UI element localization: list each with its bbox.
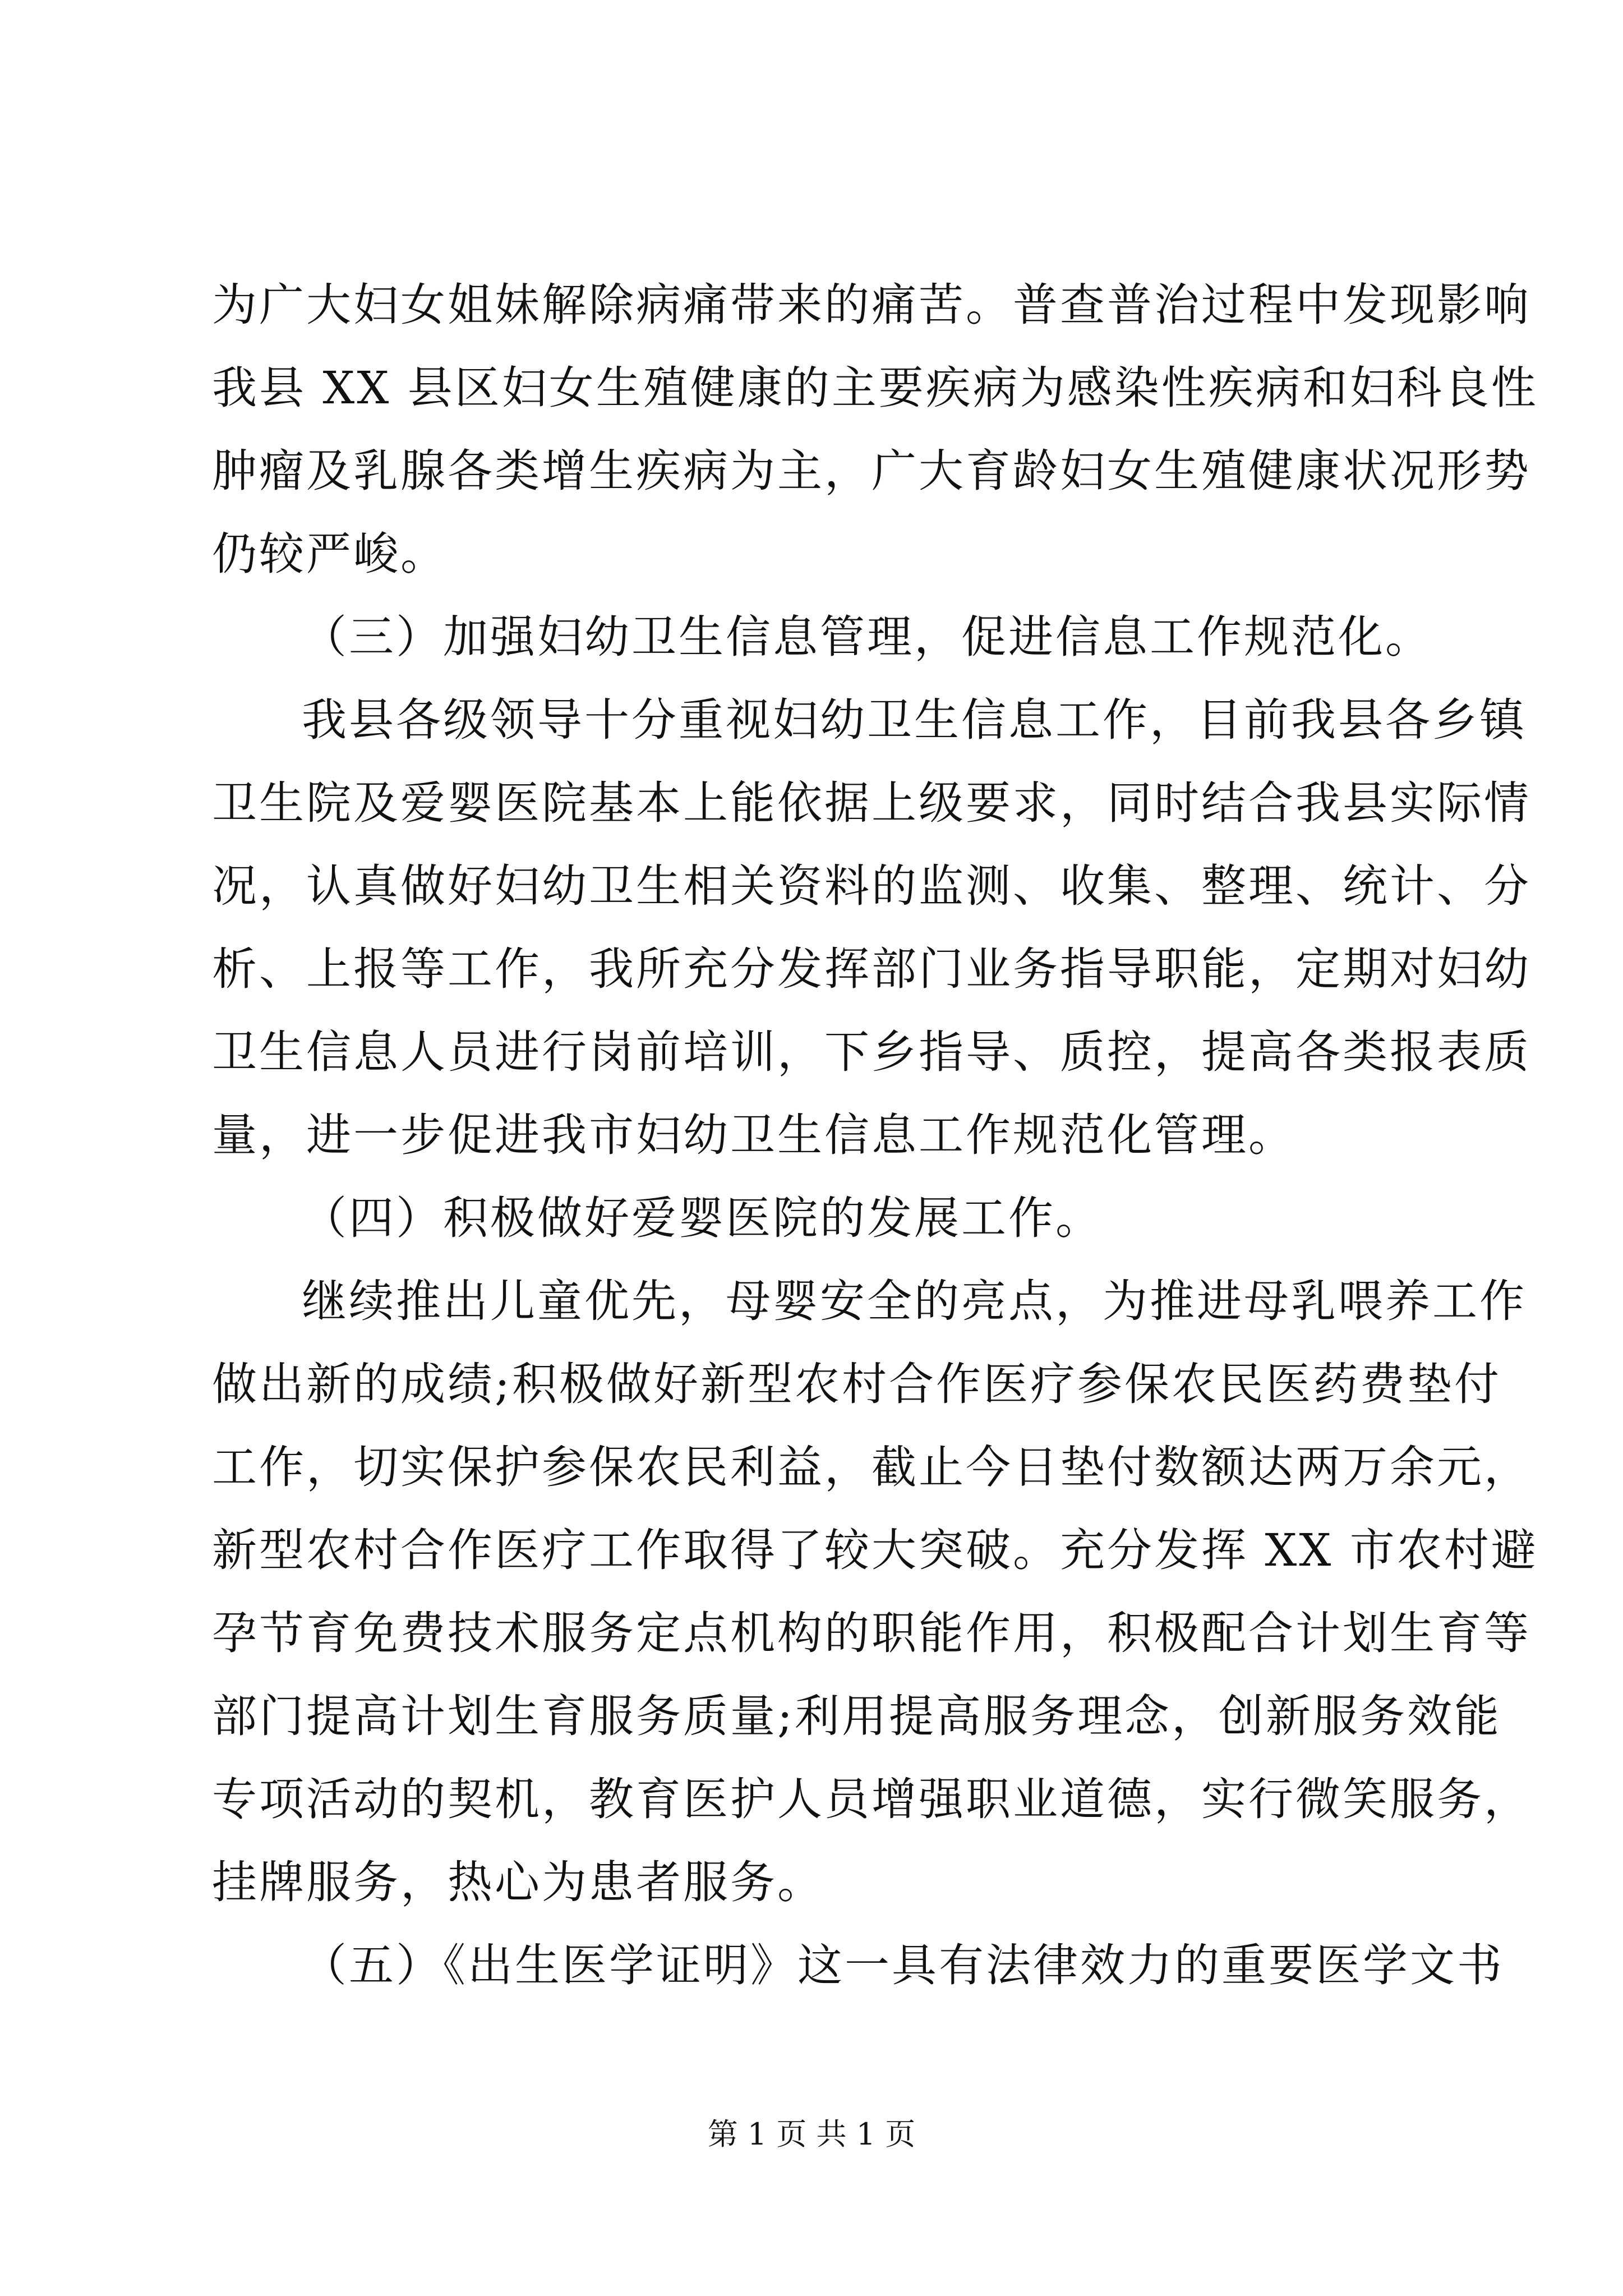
text-line: 专项活动的契机，教育医护人员增强职业道德，实行微笑服务， bbox=[212, 1773, 1531, 1825]
text-line: 孕节育免费技术服务定点机构的职能作用，积极配合计划生育等 bbox=[212, 1607, 1531, 1659]
text-line: 做出新的成绩;积极做好新型农村合作医疗参保农民医药费垫付 bbox=[212, 1358, 1501, 1410]
text-line: 新型农村合作医疗工作取得了较大突破。充分发挥 XX 市农村避 bbox=[212, 1524, 1538, 1576]
text-line: 工作，切实保护参保农民利益，截止今日垫付数额达两万余元， bbox=[212, 1441, 1531, 1493]
text-line: 卫生院及爱婴医院基本上能依据上级要求，同时结合我县实际情 bbox=[212, 777, 1531, 829]
text-line: 部门提高计划生育服务质量;利用提高服务理念，创新服务效能 bbox=[212, 1690, 1501, 1742]
text-line: 量，进一步促进我市妇幼卫生信息工作规范化管理。 bbox=[212, 1109, 1295, 1161]
text-line: 我县各级领导十分重视妇幼卫生信息工作，目前我县各乡镇 bbox=[302, 694, 1527, 746]
text-line: 仍较严峻。 bbox=[212, 528, 448, 580]
text-line: 继续推出儿童优先，母婴安全的亮点，为推进母乳喂养工作 bbox=[302, 1275, 1527, 1327]
text-line: 肿瘤及乳腺各类增生疾病为主，广大育龄妇女生殖健康状况形势 bbox=[212, 445, 1531, 497]
section-heading-5: （五）《出生医学证明》这一具有法律效力的重要医学文书 bbox=[302, 1939, 1504, 1991]
page-footer: 第 1 页 共 1 页 bbox=[707, 2116, 916, 2152]
text-line: 析、上报等工作，我所充分发挥部门业务指导职能，定期对妇幼 bbox=[212, 943, 1531, 995]
text-line: 卫生信息人员进行岗前培训，下乡指导、质控，提高各类报表质 bbox=[212, 1026, 1531, 1078]
text-line: 况，认真做好妇幼卫生相关资料的监测、收集、整理、统计、分 bbox=[212, 860, 1531, 912]
section-heading-3: （三）加强妇幼卫生信息管理，促进信息工作规范化。 bbox=[302, 611, 1432, 663]
text-line: 挂牌服务，热心为患者服务。 bbox=[212, 1856, 824, 1908]
text-line: 我县 XX 县区妇女生殖健康的主要疾病为感染性疾病和妇科良性 bbox=[212, 362, 1538, 414]
text-line: 为广大妇女姐妹解除病痛带来的痛苦。普查普治过程中发现影响 bbox=[212, 279, 1531, 331]
section-heading-4: （四）积极做好爱婴医院的发展工作。 bbox=[302, 1192, 1103, 1244]
body-text bbox=[212, 264, 1538, 2007]
